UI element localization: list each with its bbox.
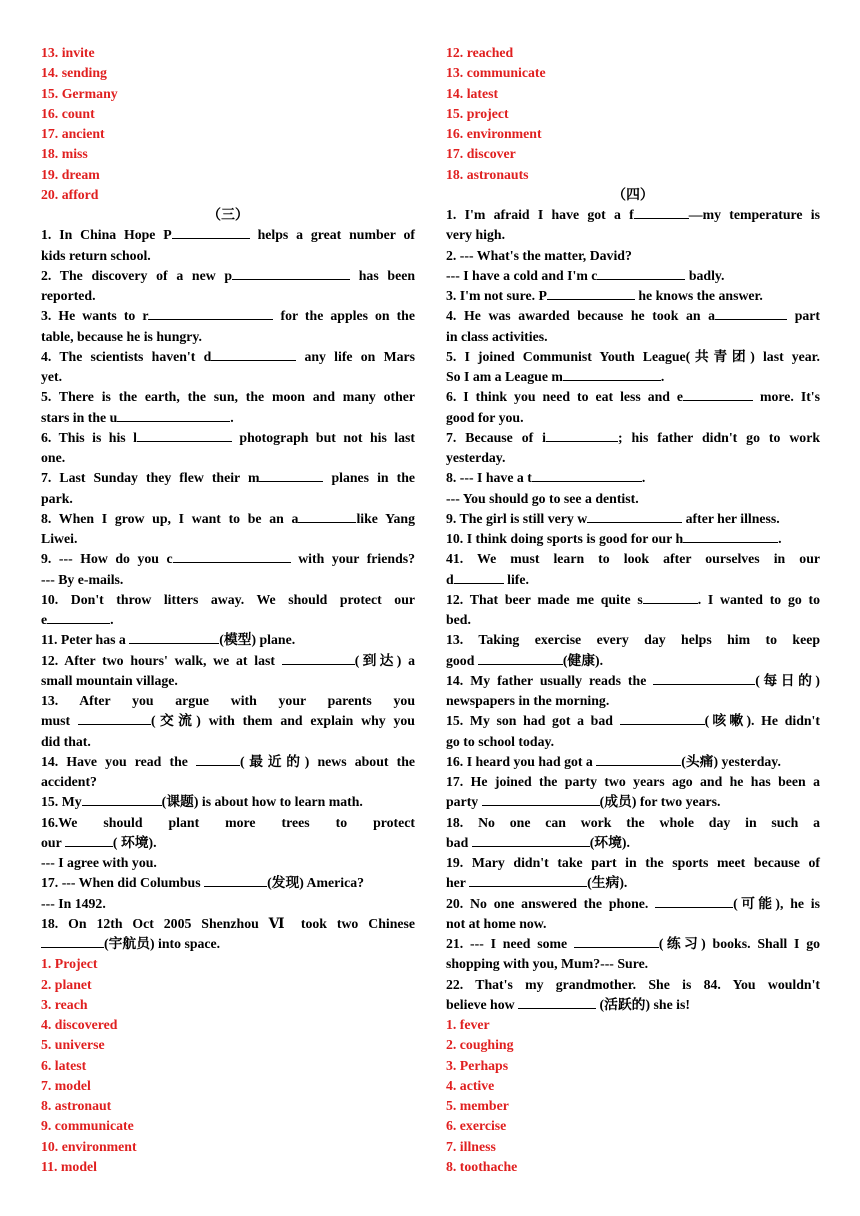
answer-blank[interactable] (472, 833, 590, 847)
line-text: helps a great number of (249, 227, 415, 243)
right-answer-bottom-1: 1. fever (446, 1017, 490, 1032)
line-text: 17. He joined the party two years ago and he has been a (446, 774, 820, 789)
exercise-line (41, 549, 415, 569)
line-text: 5. I joined Communist Youth League(共青团) last year. (446, 348, 820, 364)
answer-blank[interactable] (298, 509, 356, 523)
line-text: (最近的) news about the (240, 753, 416, 769)
exercise-line (41, 246, 415, 266)
line-text: shopping with you, Mum?--- Sure. (446, 956, 649, 972)
line-text: with your friends? (290, 551, 416, 567)
exercise-line (446, 752, 820, 772)
exercise-line (41, 873, 415, 893)
line-text: her (446, 875, 470, 891)
exercise-line (446, 853, 820, 873)
answer-blank[interactable] (47, 610, 110, 624)
answer-blank[interactable] (634, 205, 689, 219)
line-text: ( 环境). (112, 834, 157, 850)
line-text: . (641, 470, 646, 486)
line-text: planes in the (323, 470, 415, 486)
right-answer-top-1: 12. reached (446, 45, 514, 60)
line-text: 7. Last Sunday they flew their m (41, 470, 260, 486)
left-answer-top-4: 16. count (41, 105, 95, 121)
left-answer-bottom-6: 6. latest (41, 1057, 87, 1073)
line-text: (咳嗽). He didn't (704, 713, 820, 729)
exercise-line (41, 651, 415, 671)
line-text: party (446, 794, 482, 810)
left-answer-top-5: 17. ancient (41, 126, 105, 141)
line-text: go to school today. (446, 733, 555, 749)
line-text: any life on Mars (296, 348, 415, 364)
exercise-line (446, 975, 820, 995)
line-text: bed. (446, 612, 471, 627)
line-text: (宇航员) into space. (104, 936, 221, 951)
line-text: 12. That beer made me quite s (446, 591, 643, 607)
exercise-line (446, 347, 820, 367)
answer-blank[interactable] (715, 306, 787, 320)
line-text: 12. After two hours' walk, we at last (41, 652, 282, 668)
left-answer-top-1: 13. invite (41, 45, 95, 60)
line-text: for the apples on the (273, 308, 415, 324)
line-text: 13. After you argue with your parents you (41, 693, 415, 708)
line-text: kids return school. (41, 247, 151, 263)
answer-blank[interactable] (137, 428, 232, 442)
exercise-line (41, 590, 415, 610)
line-text: (发现) America? (267, 875, 364, 891)
answer-blank[interactable] (683, 529, 778, 543)
left-answer-top-7: 19. dream (41, 166, 100, 182)
left-answer-bottom-10: 10. environment (41, 1138, 137, 1154)
line-text: 9. The girl is still very w (446, 510, 588, 526)
line-text: yesterday. (446, 450, 506, 465)
line-text: accident? (41, 774, 97, 789)
right-answer-top-7: 18. astronauts (446, 166, 529, 182)
answer-blank[interactable] (454, 570, 504, 584)
line-text: reported. (41, 288, 96, 303)
line-text: our (41, 834, 65, 850)
line-text: (健康). (562, 652, 604, 668)
exercise-line (41, 671, 415, 691)
line-text: (每日的) (755, 672, 820, 688)
left-answer-bottom-4: 4. discovered (41, 1017, 118, 1032)
line-text: stars in the u (41, 409, 118, 425)
right-answer-top-2: 13. communicate (446, 65, 546, 81)
line-text: --- You should go to see a dentist. (446, 490, 639, 506)
exercise-line (41, 853, 415, 873)
exercise-line (41, 306, 415, 326)
right-section-title: （四） (612, 186, 654, 202)
exercise-line (41, 367, 415, 387)
exercise-line (446, 246, 820, 266)
exercise-line (41, 266, 415, 286)
line-text: ; his father didn't go to work (617, 429, 820, 445)
answer-blank[interactable] (78, 711, 151, 725)
exercise-line (446, 570, 820, 590)
exercise-line (41, 347, 415, 367)
line-text: Liwei. (41, 531, 78, 546)
line-text: not at home now. (446, 915, 547, 931)
right-answer-bottom-8: 8. toothache (446, 1158, 518, 1174)
line-text: (模型) plane. (219, 632, 296, 648)
line-text: . I wanted to go to (697, 591, 820, 607)
answer-blank[interactable] (532, 468, 642, 482)
exercise-line (446, 489, 820, 509)
line-text: very high. (446, 227, 506, 243)
answer-blank[interactable] (683, 387, 753, 401)
line-text: good (446, 652, 478, 668)
exercise-line (41, 630, 415, 650)
answer-blank[interactable] (172, 225, 250, 239)
exercise-line (446, 549, 820, 569)
answer-blank[interactable] (587, 509, 682, 523)
line-text: 41. We must learn to look after ourselves in our (446, 551, 820, 567)
line-text: badly. (685, 267, 725, 283)
exercise-line (41, 934, 415, 954)
answer-blank[interactable] (596, 752, 681, 766)
exercise-line (446, 266, 820, 286)
line-text: 4. The scientists haven't d (41, 348, 212, 364)
line-text: believe how (446, 996, 519, 1012)
line-text: . (660, 369, 665, 384)
exercise-line (446, 590, 820, 610)
line-text: 3. I'm not sure. P (446, 288, 547, 303)
exercise-line (446, 833, 820, 853)
line-text: d (446, 571, 454, 587)
answer-blank[interactable] (65, 833, 113, 847)
exercise-line (41, 387, 415, 407)
right-answer-top-3: 14. latest (446, 85, 499, 101)
exercise-line (446, 468, 820, 488)
answer-blank[interactable] (547, 286, 635, 300)
exercise-line (41, 833, 415, 853)
line-text: photograph but not his last (231, 429, 415, 445)
exercise-line (446, 995, 820, 1015)
answer-blank[interactable] (482, 792, 600, 806)
answer-blank[interactable] (546, 428, 618, 442)
left-answer-bottom-2: 2. planet (41, 976, 92, 992)
line-text: table, because he is hungry. (41, 328, 202, 344)
exercise-line (446, 408, 820, 428)
line-text: (活跃的) she is! (596, 996, 690, 1012)
line-text: 13. Taking exercise every day helps him to keep (446, 632, 820, 648)
line-text: 8. --- I have a t (446, 470, 532, 486)
line-text: --- By e-mails. (41, 571, 124, 587)
line-text: e (41, 612, 48, 627)
right-answer-top-4: 15. project (446, 105, 509, 121)
line-text: has been (350, 267, 415, 283)
line-text: (可能), he is (733, 895, 820, 911)
exercise-line (41, 732, 415, 752)
line-text: part (787, 308, 820, 324)
exercise-line (446, 428, 820, 448)
left-answer-top-6: 18. miss (41, 146, 88, 162)
right-column (446, 43, 820, 1177)
answer-blank[interactable] (597, 266, 685, 280)
answer-blank[interactable] (563, 367, 661, 381)
exercise-line (446, 286, 820, 306)
right-answer-bottom-3: 3. Perhaps (446, 1057, 509, 1073)
exercise-line (446, 630, 820, 650)
exercise-line (446, 691, 820, 711)
line-text: (交流) with them and explain why you (150, 713, 415, 729)
exercise-line (41, 509, 415, 529)
exercise-line (446, 387, 820, 407)
right-answer-bottom-4: 4. active (446, 1077, 495, 1093)
line-text: park. (41, 490, 73, 506)
answer-blank[interactable] (620, 711, 705, 725)
line-text: . (778, 531, 782, 546)
left-answer-bottom-3: 3. reach (41, 996, 88, 1012)
line-text: 18. No one can work the whole day in such a (446, 814, 820, 830)
exercise-line (446, 610, 820, 630)
line-text: (生病). (587, 875, 628, 891)
right-answer-bottom-6: 6. exercise (446, 1118, 507, 1134)
line-text: 11. Peter has a (41, 632, 130, 648)
line-text: --- I have a cold and I'm c (446, 267, 598, 283)
answer-blank[interactable] (282, 651, 355, 665)
line-text: 5. There is the earth, the sun, the moon and many other (41, 389, 415, 405)
right-answer-bottom-2: 2. coughing (446, 1037, 514, 1053)
line-text: So I am a League m (446, 369, 563, 384)
line-text: 16. I heard you had got a (446, 753, 597, 769)
left-answer-top-8: 20. afford (41, 186, 99, 202)
exercise-line (446, 792, 820, 812)
line-text: 16.We should plant more trees to protect (41, 814, 415, 830)
right-answer-bottom-5: 5. member (446, 1098, 509, 1113)
exercise-line (446, 651, 820, 671)
answer-blank[interactable] (211, 347, 296, 361)
exercise-line (446, 894, 820, 914)
answer-blank[interactable] (574, 934, 659, 948)
answer-blank[interactable] (232, 266, 350, 280)
answer-blank[interactable] (469, 873, 587, 887)
line-text: 6. I think you need to eat less and e (446, 389, 684, 405)
line-text: yet. (41, 369, 63, 384)
line-text: 6. This is his l (41, 429, 137, 445)
line-text: --- In 1492. (41, 895, 106, 911)
line-text: 3. He wants to r (41, 308, 149, 324)
exercise-line (446, 448, 820, 468)
left-answer-bottom-8: 8. astronaut (41, 1098, 112, 1113)
line-text: 18. On 12th Oct 2005 Shenzhou Ⅵ took two Chinese (41, 915, 415, 931)
line-text: 2. The discovery of a new p (41, 267, 233, 283)
exercise-line (41, 448, 415, 468)
left-answer-top-3: 15. Germany (41, 85, 118, 101)
answer-blank[interactable] (655, 894, 733, 908)
exercise-line (41, 792, 415, 812)
line-text: 15. My (41, 794, 82, 810)
exercise-line (446, 671, 820, 691)
line-text: more. It's (753, 389, 820, 405)
line-text: life. (503, 571, 529, 587)
line-text: 4. He was awarded because he took an a (446, 308, 716, 324)
exercise-line (41, 691, 415, 711)
exercise-line (446, 732, 820, 752)
line-text: --- I agree with you. (41, 855, 157, 870)
answer-blank[interactable] (204, 873, 267, 887)
line-text: 7. Because of i (446, 429, 546, 445)
right-answer-top-5: 16. environment (446, 126, 542, 141)
line-text: small mountain village. (41, 672, 178, 688)
exercise-line (41, 408, 415, 428)
line-text: 14. Have you read the (41, 753, 197, 769)
answer-blank[interactable] (643, 590, 698, 604)
answer-blank[interactable] (41, 934, 104, 948)
answer-blank[interactable] (518, 995, 596, 1009)
exercise-line (41, 570, 415, 590)
exercise-line (446, 813, 820, 833)
line-text: 2. --- What's the matter, David? (446, 247, 632, 263)
exercise-line (41, 813, 415, 833)
left-answer-bottom-1: 1. Project (41, 956, 98, 972)
left-answer-bottom-9: 9. communicate (41, 1118, 134, 1134)
line-text: 1. I'm afraid I have got a f (446, 207, 634, 222)
answer-blank[interactable] (117, 408, 230, 422)
exercise-line (41, 327, 415, 347)
line-text: (头痛) yesterday. (681, 753, 781, 769)
line-text: 19. Mary didn't take part in the sports meet because of (446, 855, 820, 870)
line-text: bad (446, 834, 472, 850)
line-text: did that. (41, 733, 91, 749)
line-text: 17. --- When did Columbus (41, 875, 205, 891)
exercise-line (41, 772, 415, 792)
left-section-title: （三） (207, 207, 249, 222)
exercise-line (446, 327, 820, 347)
line-text: 21. --- I need some (446, 936, 574, 951)
answer-blank[interactable] (196, 752, 240, 766)
exercise-line (446, 529, 820, 549)
line-text: (环境). (589, 834, 630, 850)
exercise-line (41, 468, 415, 488)
exercise-line (446, 873, 820, 893)
answer-blank[interactable] (82, 792, 162, 806)
left-answer-bottom-7: 7. model (41, 1077, 91, 1093)
exercise-line (446, 934, 820, 954)
right-answer-bottom-7: 7. illness (446, 1138, 496, 1154)
exercise-line (41, 286, 415, 306)
exercise-line (41, 711, 415, 731)
answer-blank[interactable] (653, 671, 755, 685)
line-text: —my temperature is (688, 207, 820, 222)
line-text: 10. Don't throw litters away. We should protect our (41, 591, 415, 607)
answer-blank[interactable] (478, 651, 563, 665)
right-answer-top-6: 17. discover (446, 146, 516, 162)
line-text: in class activities. (446, 328, 548, 344)
line-text: (到达) a (354, 652, 415, 668)
exercise-line (41, 752, 415, 772)
exercise-line (446, 225, 820, 245)
exercise-line (41, 529, 415, 549)
line-text: 8. When I grow up, I want to be an a (41, 510, 299, 526)
line-text: (课题) is about how to learn math. (161, 794, 363, 810)
exercise-line (446, 772, 820, 792)
exercise-line (41, 894, 415, 914)
line-text: 10. I think doing sports is good for our h (446, 531, 684, 546)
line-text: . (110, 612, 114, 627)
exercise-line (41, 225, 415, 245)
exercise-line (41, 610, 415, 630)
line-text: one. (41, 450, 66, 465)
exercise-line (41, 428, 415, 448)
line-text: after her illness. (682, 510, 780, 526)
line-text: 9. --- How do you c (41, 551, 173, 567)
exercise-line (446, 711, 820, 731)
answer-blank[interactable] (148, 306, 273, 320)
line-text: 14. My father usually reads the (446, 672, 654, 688)
line-text: (成员) for two years. (599, 794, 721, 810)
line-text: . (230, 409, 234, 425)
exercise-line (41, 914, 415, 934)
answer-blank[interactable] (173, 549, 291, 563)
left-column (41, 43, 415, 1177)
exercise-line (446, 914, 820, 934)
line-text: 15. My son had got a bad (446, 713, 620, 729)
line-text: like Yang (356, 510, 415, 526)
exercise-line (446, 306, 820, 326)
line-text: he knows the answer. (634, 288, 763, 303)
line-text: (练习) books. Shall I go (658, 936, 821, 951)
line-text: newspapers in the morning. (446, 693, 610, 708)
left-answer-bottom-11: 11. model (41, 1158, 97, 1174)
answer-blank[interactable] (259, 468, 323, 482)
line-text: 20. No one answered the phone. (446, 895, 656, 911)
exercise-line (446, 509, 820, 529)
answer-blank[interactable] (129, 630, 219, 644)
exercise-line (446, 954, 820, 974)
exercise-line (41, 489, 415, 509)
line-text: 1. In China Hope P (41, 227, 172, 243)
exercise-line (446, 367, 820, 387)
line-text: good for you. (446, 409, 524, 425)
left-answer-top-2: 14. sending (41, 65, 107, 81)
line-text: 22. That's my grandmother. She is 84. You wouldn't (446, 976, 820, 992)
exercise-line (446, 205, 820, 225)
left-answer-bottom-5: 5. universe (41, 1037, 105, 1053)
line-text: must (41, 713, 78, 729)
